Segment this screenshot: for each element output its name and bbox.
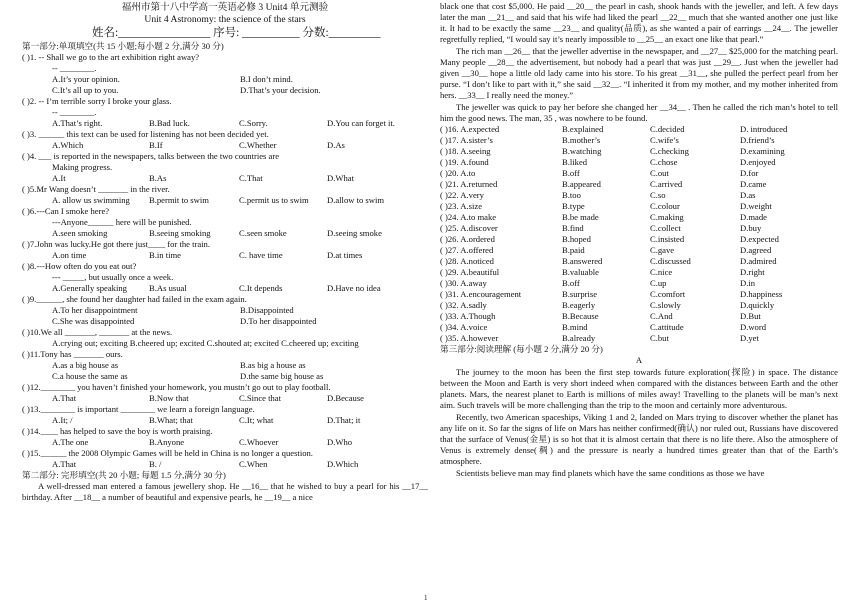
question-stem: ( )10.We all _______, _______ at the news. <box>22 327 173 337</box>
option-row <box>22 195 428 206</box>
cloze-option: D.buy <box>740 223 762 233</box>
cloze-option-row <box>440 157 838 168</box>
option: D.allow to swim <box>327 195 385 205</box>
option: C. have time <box>239 250 283 260</box>
cloze-option: B.paid <box>562 245 585 255</box>
reading-passage <box>440 367 838 479</box>
option-row <box>22 316 428 327</box>
cloze-paragraph: The rich man __26__ that the jeweller advertise in the newspaper, and __27__ $25,000 for the matching pearl. Many people __28__ the advertisement, but nobody had a pearl that was just __29__. Just when the jeweller had given __30__ hope a little old lady came into his store. To his great __31__, she pulled the perfect pearl from her purse. “I don’t like to part with it,” she said __32__. “I inherited it from my mother, and my mother inherited from hers. __33__ I really need the money.” <box>440 46 838 100</box>
cloze-option-row <box>440 256 838 267</box>
option: C.It; what <box>239 415 274 425</box>
cloze-option: D.admired <box>740 256 777 266</box>
cloze-option: B.off <box>562 278 580 288</box>
option-row <box>22 74 428 85</box>
cloze-option: B.mind <box>562 322 588 332</box>
option: C.seen smoke <box>239 228 287 238</box>
cloze-option: ( )26. A.ordered <box>440 234 495 244</box>
option: C.That <box>239 173 263 183</box>
option: A.It <box>52 173 66 183</box>
cloze-option: C.discussed <box>650 256 691 266</box>
option: D.the same big house as <box>240 371 324 381</box>
cloze-option: ( )24. A.to make <box>440 212 497 222</box>
cloze-option: B.find <box>562 223 584 233</box>
option: C.a house the same as <box>52 371 128 381</box>
option: B.I don’t mind. <box>240 74 293 84</box>
cloze-option: B.explained <box>562 124 604 134</box>
option: B.permit to swim <box>149 195 209 205</box>
option: C.Whoever <box>239 437 279 447</box>
option: B.as big a house as <box>240 360 306 370</box>
section1-heading: 第一部分:单项填空(共 15 小题;每小题 2 分,满分 30 分) <box>22 41 224 51</box>
cloze-option-row <box>440 300 838 311</box>
option: A.It’s your opinion. <box>52 74 120 84</box>
cloze-option: B.already <box>562 333 596 343</box>
option-row <box>22 250 428 261</box>
reading-paragraph: The journey to the moon has been the first step towards future exploration(探险) in space. The distance between the Moon and Earth is very short indeed when compared with the distances between Earth and the other planets. Mars, the nearest planet to Earth is millions of miles away! Travelling to the planets will be man’s next aim. Such travels will be more challenging than the trip to the moon and certainly more adventurous. <box>440 367 838 410</box>
option: D.That; it <box>327 415 361 425</box>
option-row <box>22 437 428 448</box>
cloze-option: B.Because <box>562 311 599 321</box>
option: C.Whether <box>239 140 277 150</box>
cloze-options-table <box>440 124 838 344</box>
cloze-option: D.came <box>740 179 767 189</box>
cloze-option: D.enjoyed <box>740 157 776 167</box>
exam-subtitle: Unit 4 Astronomy: the science of the stars <box>144 14 306 25</box>
option: C.It depends <box>239 283 283 293</box>
cloze-option: D.agreed <box>740 245 772 255</box>
cloze-option-row <box>440 146 838 157</box>
question-stem: ( )14.____ has helped to save the boy is worth praising. <box>22 426 213 436</box>
option-row <box>22 173 428 184</box>
question-stem: ( )9.______, she found her daughter had failed in the exam again. <box>22 294 247 304</box>
question-stem: ( )5.Mr Wang doesn’t _______ in the river. <box>22 184 170 194</box>
question-line: --- _____, but usually once a week. <box>52 272 174 282</box>
cloze-option: D.yet <box>740 333 759 343</box>
cloze-option: C.checking <box>650 146 689 156</box>
cloze-passage-continued <box>440 1 838 124</box>
option: A.To her disappointment <box>52 305 138 315</box>
cloze-option: ( )20. A.to <box>440 168 476 178</box>
cloze-option: C.collect <box>650 223 681 233</box>
option: A.seen smoking <box>52 228 108 238</box>
option-row <box>22 459 428 470</box>
cloze-option-row <box>440 267 838 278</box>
cloze-option: D.examining <box>740 146 785 156</box>
option: C.She was disappointed <box>52 316 135 326</box>
cloze-option: ( )19. A.found <box>440 157 489 167</box>
question-stem: ( )4. ___ is reported in the newspapers, talks between the two countries are <box>22 151 280 161</box>
cloze-option: D.expected <box>740 234 779 244</box>
question-stem: ( )2. -- I’m terrible sorry I broke your glass. <box>22 96 172 106</box>
question-stem: ( )6.---Can I smoke here? <box>22 206 110 216</box>
option: D.Who <box>327 437 353 447</box>
cloze-option: ( )18. A.seeing <box>440 146 491 156</box>
left-column <box>22 0 428 503</box>
reading-paragraph: Recently, two American spaceships, Viking 1 and 2, landed on Mars trying to discover whether the planet has any life on it. So far the signs of life on Mars has neither confirmed(确认) nor ruled out, Russians have discovered that the surface of Venus(金星) is so hot that it is almost certain that there is no life there. Also the atmosphere of Venus is extremely dense(稠) and the pressure is nearly a hundred times greater than that of the Earth’s atmosphere. <box>440 412 838 466</box>
cloze-paragraph: The jeweller was quick to pay her before she changed her __34__ . Then he called the rich man’s hotel to tell him the good news. The man, 35 , was nowhere to be found. <box>440 102 838 123</box>
section3-heading: 第三部分:阅读理解 (每小题 2 分,满分 20 分) <box>440 344 603 354</box>
question-stem: ( )12.________ you haven’t finished your homework, you mustn’t go out to play football. <box>22 382 331 392</box>
option: B.Bad luck. <box>149 118 190 128</box>
cloze-option: D.But <box>740 311 761 321</box>
cloze-option: C.decided <box>650 124 685 134</box>
cloze-option: ( )25. A.discover <box>440 223 498 233</box>
question-stem: ( )11.Tony has _______ ours. <box>22 349 123 359</box>
option: B.Now that <box>149 393 189 403</box>
option: D.Which <box>327 459 359 469</box>
option-row <box>22 415 428 426</box>
cloze-option: C.wife’s <box>650 135 679 145</box>
cloze-option-row <box>440 333 838 344</box>
passage-label: A <box>635 355 643 365</box>
cloze-option: B.surprise <box>562 289 598 299</box>
option-row <box>22 118 428 129</box>
cloze-option: C.attitude <box>650 322 684 332</box>
option: A.as a big house as <box>52 360 119 370</box>
cloze-option-row <box>440 311 838 322</box>
cloze-passage-start: A well-dressed man entered a famous jewellery shop. He __16__ that he wished to buy a pearl for his __17__ birthday. After __18__ a number of beautiful and expensive pearls, he __19__ a nice <box>22 481 428 502</box>
option: A.on time <box>52 250 87 260</box>
right-column <box>440 0 838 479</box>
option: A.That’s right. <box>52 118 103 128</box>
option: C.Sorry. <box>239 118 268 128</box>
question-stem: ( )15.______ the 2008 Olympic Games will be held in China is no longer a question. <box>22 448 313 458</box>
cloze-option: ( )33. A.Though <box>440 311 496 321</box>
cloze-option-row <box>440 223 838 234</box>
question-line: Making progress. <box>52 162 113 172</box>
option: D.Have no idea <box>327 283 381 293</box>
cloze-option: D.quickly <box>740 300 775 310</box>
cloze-option: C.so <box>650 190 666 200</box>
cloze-option: C.out <box>650 168 669 178</box>
cloze-option: D.friend’s <box>740 135 775 145</box>
cloze-option: C.And <box>650 311 673 321</box>
cloze-option: ( )34. A.voice <box>440 322 488 332</box>
cloze-option-row <box>440 245 838 256</box>
cloze-option: ( )27. A.offered <box>440 245 494 255</box>
question-line: -- ________. <box>52 63 97 73</box>
option: B. / <box>149 459 162 469</box>
cloze-option: D. introduced <box>740 124 788 134</box>
section2-heading: 第二部分: 完形填空(共 20 小题; 每题 1.5 分,满分 30 分) <box>22 470 226 480</box>
cloze-option: C.chose <box>650 157 678 167</box>
option: A.That <box>52 459 77 469</box>
cloze-option-row <box>440 234 838 245</box>
option: A.Generally speaking <box>52 283 127 293</box>
question-stem: ( )3. ______ this text can be used for listening has not been decided yet. <box>22 129 269 139</box>
question-stem: ( )8.---How often do you eat out? <box>22 261 137 271</box>
cloze-option: ( )21. A.returned <box>440 179 498 189</box>
cloze-option: C.slowly <box>650 300 681 310</box>
option: D.That’s your decision. <box>240 85 321 95</box>
cloze-option: D.in <box>740 278 756 288</box>
cloze-option: D.right <box>740 267 765 277</box>
option: A.It; / <box>52 415 73 425</box>
cloze-option: ( )16. A.expected <box>440 124 500 134</box>
cloze-option: C.gave <box>650 245 675 255</box>
cloze-option: B.appeared <box>562 179 601 189</box>
cloze-option: C.insisted <box>650 234 685 244</box>
cloze-option-row <box>440 179 838 190</box>
cloze-option: C.colour <box>650 201 680 211</box>
cloze-option: D.for <box>740 168 759 178</box>
option: C.Since that <box>239 393 282 403</box>
option: B.What; that <box>149 415 193 425</box>
option-row <box>22 371 428 382</box>
cloze-option: B.answered <box>562 256 603 266</box>
option: D.As <box>327 140 345 150</box>
option-row <box>22 140 428 151</box>
option: C.permit us to swim <box>239 195 309 205</box>
option-row <box>22 305 428 316</box>
option: D.What <box>327 173 354 183</box>
cloze-option: B.off <box>562 168 580 178</box>
cloze-option: ( )22. A.very <box>440 190 484 200</box>
cloze-option-row <box>440 278 838 289</box>
cloze-option: B.be made <box>562 212 599 222</box>
option: B.Disappointed <box>240 305 294 315</box>
cloze-option: B.hoped <box>562 234 591 244</box>
option: D.Because <box>327 393 364 403</box>
cloze-option: D.happiness <box>740 289 783 299</box>
option: B.in time <box>149 250 181 260</box>
reading-paragraph: Scientists believe man may find planets which have the same conditions as those we have <box>456 468 765 478</box>
cloze-option: B.eagerly <box>562 300 596 310</box>
student-info-line: 姓名:________________ 序号: __________ 分数:_________ <box>92 27 381 39</box>
option: A.The one <box>52 437 89 447</box>
cloze-option: ( )23. A.size <box>440 201 483 211</box>
option: A.Which <box>52 140 84 150</box>
cloze-option: B.valuable <box>562 267 599 277</box>
cloze-option: C.nice <box>650 267 673 277</box>
cloze-option: ( )31. A.encouragement <box>440 289 522 299</box>
cloze-option: B.watching <box>562 146 602 156</box>
cloze-option-row <box>440 190 838 201</box>
cloze-option: D.weight <box>740 201 772 211</box>
cloze-option: C.making <box>650 212 684 222</box>
option: B.If <box>149 140 163 150</box>
option: C.When <box>239 459 268 469</box>
question-line: A.crying out; exciting B.cheered up; excited C.shouted at; excited C.cheered up; exciting <box>52 338 359 348</box>
cloze-option-row <box>440 168 838 179</box>
cloze-option: ( )35. A.however <box>440 333 499 343</box>
cloze-option-row <box>440 322 838 333</box>
cloze-option: D.word <box>740 322 767 332</box>
cloze-option-row <box>440 124 838 135</box>
cloze-option: B.liked <box>562 157 588 167</box>
question-stem: ( )7.John was lucky.He got there just____ for the train. <box>22 239 210 249</box>
section1-questions <box>22 52 428 470</box>
cloze-option: ( )32. A.sadly <box>440 300 487 310</box>
cloze-option: C.up <box>650 278 667 288</box>
question-line: ---Anyone______ here will be punished. <box>52 217 192 227</box>
question-stem: ( )1. -- Shall we go to the art exhibition right away? <box>22 52 200 62</box>
option: D.You can forget it. <box>327 118 395 128</box>
option: B.Anyone <box>149 437 185 447</box>
cloze-option: C.comfort <box>650 289 686 299</box>
cloze-option: ( )17. A.sister’s <box>440 135 493 145</box>
option: C.It’s all up to you. <box>52 85 119 95</box>
option: B.seeing smoking <box>149 228 211 238</box>
option: D.at times <box>327 250 363 260</box>
cloze-option-row <box>440 135 838 146</box>
question-stem: ( )13.________ is important ________ we learn a foreign language. <box>22 404 255 414</box>
cloze-option-row <box>440 289 838 300</box>
option-row <box>22 360 428 371</box>
cloze-option: B.too <box>562 190 581 200</box>
cloze-paragraph: black one that cost $5,000. He paid __20__ the pearl in cash, shook hands with the jeweller, and left. A few days later the man __21__ and said that his wife had liked the pearl __22__ much that she wanted another one just like it. It had to be exactly the same __23__ and quality(品质), as she wanted a pair of earrings __24__. The jeweller regretfully replied, “I would say it’s nearly impossible to __25__ an exact one like that pearl.” <box>440 1 838 44</box>
cloze-option: ( )28. A.noticed <box>440 256 494 266</box>
option-row <box>22 393 428 404</box>
cloze-option: D.made <box>740 212 767 222</box>
option: B.As <box>149 173 167 183</box>
cloze-option-row <box>440 212 838 223</box>
cloze-option: ( )29. A.beautiful <box>440 267 500 277</box>
cloze-option: B.type <box>562 201 585 211</box>
cloze-option: D.as <box>740 190 756 200</box>
option: A. allow us swimming <box>52 195 130 205</box>
option-row <box>22 228 428 239</box>
cloze-option: B.mother’s <box>562 135 601 145</box>
option: A.That <box>52 393 77 403</box>
option: D.seeing smoke <box>327 228 382 238</box>
option: D.To her disappointed <box>240 316 317 326</box>
page-number: 1 <box>424 594 428 602</box>
cloze-option-row <box>440 201 838 212</box>
cloze-option: C.arrived <box>650 179 683 189</box>
cloze-option: ( )30. A.away <box>440 278 487 288</box>
option: B.As usual <box>149 283 187 293</box>
cloze-option: C.but <box>650 333 669 343</box>
option-row <box>22 85 428 96</box>
exam-title: 福州市第十八中学高一英语必修 3 Unit4 单元测验 <box>121 2 329 13</box>
option-row <box>22 283 428 294</box>
question-line: -- ________. <box>52 107 97 117</box>
